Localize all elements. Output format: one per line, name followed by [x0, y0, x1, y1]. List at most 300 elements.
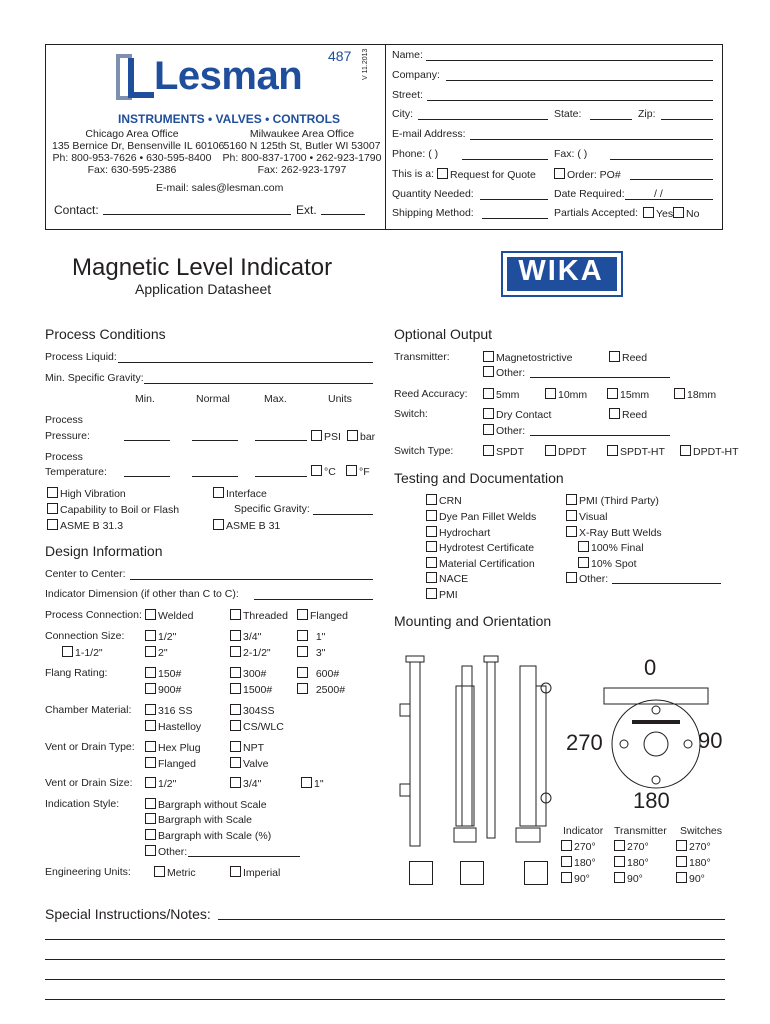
vsize-label: Vent or Drain Size: [45, 777, 133, 789]
office-line: Chicago Area Office [85, 128, 179, 140]
indic-scale[interactable] [145, 813, 252, 826]
zip-field[interactable] [661, 119, 713, 120]
order-label: Order: PO# [567, 169, 621, 181]
option-label: SPDT [496, 446, 525, 458]
special-line-5[interactable] [45, 999, 725, 1000]
indic-other[interactable] [145, 845, 187, 858]
checkbox[interactable] [676, 840, 687, 851]
option-label: Other: [496, 367, 526, 379]
checkbox[interactable] [230, 741, 241, 752]
option-label: Reed [622, 352, 648, 364]
option-label: SPDT-HT [620, 446, 665, 458]
office-line: Fax: 630-595-2386 [87, 164, 177, 176]
deg0-label: 0 [644, 655, 657, 680]
deg180-label: 180 [633, 788, 670, 813]
checkbox[interactable] [578, 541, 589, 552]
checkbox[interactable] [230, 683, 241, 694]
city-field[interactable] [418, 119, 548, 120]
chamber-label: Chamber Material: [45, 704, 132, 716]
checkbox[interactable] [230, 646, 241, 657]
ctc-field[interactable] [130, 579, 373, 580]
bar-option[interactable] [347, 430, 375, 443]
checkbox[interactable] [545, 388, 556, 399]
checkbox[interactable] [145, 667, 156, 678]
degf-option[interactable] [346, 465, 370, 478]
size-half[interactable] [145, 630, 176, 643]
ind-270[interactable] [561, 840, 596, 853]
metric-option[interactable] [154, 866, 196, 879]
test-material[interactable] [426, 557, 535, 570]
size-two-half[interactable] [230, 646, 271, 659]
checkbox[interactable] [230, 609, 241, 620]
acc-5[interactable] [483, 388, 519, 401]
checkbox[interactable] [561, 856, 572, 867]
header-divider [385, 44, 386, 230]
mat-hastelloy[interactable] [145, 720, 201, 733]
temp-max[interactable] [255, 476, 307, 477]
checkbox[interactable] [561, 872, 572, 883]
checkbox[interactable] [230, 630, 241, 641]
checkbox[interactable] [213, 487, 224, 498]
test-crn[interactable] [426, 494, 462, 507]
test-dye[interactable] [426, 510, 536, 523]
option-label: 2500# [315, 684, 346, 696]
checkbox[interactable] [566, 494, 577, 505]
order-checkbox[interactable] [554, 168, 565, 179]
pressure-normal[interactable] [192, 440, 238, 441]
gravity-field[interactable] [144, 383, 373, 384]
checkbox[interactable] [145, 829, 156, 840]
option-label: Bargraph with Scale (%) [158, 830, 272, 842]
no-label: No [686, 208, 700, 220]
fax-label: Fax: ( ) [554, 148, 588, 160]
high-vibration-option[interactable] [47, 487, 126, 500]
office-line: Fax: 262-923-1797 [257, 164, 347, 176]
date-req-label: Date Required: [554, 188, 625, 200]
contact-label: Contact: [54, 203, 99, 217]
date-field[interactable] [625, 199, 713, 200]
type-dpdt[interactable] [545, 445, 587, 458]
test-final[interactable] [578, 541, 644, 554]
pressure-max[interactable] [255, 440, 307, 441]
checkbox[interactable] [426, 572, 437, 583]
option-label: Flanged [310, 610, 348, 622]
qty-label: Quantity Needed: [392, 188, 474, 200]
checkbox[interactable] [297, 683, 308, 694]
state-field[interactable] [590, 119, 632, 120]
option-label: 100% Final [591, 542, 644, 554]
checkbox[interactable] [614, 840, 625, 851]
company-field[interactable] [446, 80, 713, 81]
test-other[interactable] [566, 572, 608, 585]
rating-600[interactable] [297, 667, 339, 680]
sw-type-label: Switch Type: [394, 445, 454, 457]
trans-270[interactable] [614, 840, 649, 853]
indic-scale-pct[interactable] [145, 829, 271, 842]
liquid-field[interactable] [118, 362, 373, 363]
name-field[interactable] [426, 60, 713, 61]
acc-10[interactable] [545, 388, 587, 401]
option-label: 270° [574, 841, 596, 853]
size-two[interactable] [145, 646, 168, 659]
street-label: Street: [392, 89, 423, 101]
option-label: 1-1/2" [75, 647, 103, 659]
indic-other-field[interactable] [188, 856, 300, 857]
checkbox[interactable] [47, 503, 58, 514]
checkbox[interactable] [609, 351, 620, 362]
ctc-label: Center to Center: [45, 568, 126, 580]
degc-option[interactable] [311, 465, 336, 478]
accuracy-label: Reed Accuracy: [394, 388, 468, 400]
deg270-label: 270 [566, 730, 603, 755]
rating-150[interactable] [145, 667, 181, 680]
mount-select-2[interactable] [460, 861, 484, 885]
ind-90[interactable] [561, 872, 590, 885]
checkbox[interactable] [676, 872, 687, 883]
type-dpdt-ht[interactable] [680, 445, 739, 458]
option-label: 180° [574, 857, 596, 869]
option-label: DPDT [558, 446, 587, 458]
mat-304[interactable] [230, 704, 275, 717]
checkbox[interactable] [145, 798, 156, 809]
type-spdt-ht[interactable] [607, 445, 665, 458]
checkbox[interactable] [145, 777, 156, 788]
test-pmi-third[interactable] [566, 494, 659, 507]
checkbox[interactable] [614, 872, 625, 883]
option-label: Other: [496, 425, 526, 437]
checkbox[interactable] [426, 526, 437, 537]
test-other-field[interactable] [612, 583, 721, 584]
checkbox[interactable] [674, 388, 685, 399]
checkbox[interactable] [47, 487, 58, 498]
option-label: 2" [158, 647, 168, 659]
rating-900[interactable] [145, 683, 181, 696]
special-line-1[interactable] [218, 919, 725, 920]
option-label: Threaded [243, 610, 288, 622]
checkbox[interactable] [62, 646, 73, 657]
option-label: Material Certification [439, 558, 535, 570]
vsize-half[interactable] [145, 777, 176, 790]
office-line: Ph: 800-837-1700 • 262-923-1790 [222, 152, 382, 164]
company-label: Company: [392, 69, 440, 81]
bar-checkbox[interactable] [347, 430, 358, 441]
checkbox[interactable] [145, 609, 156, 620]
pressure-label-2: Pressure: [45, 430, 90, 442]
checkbox[interactable] [426, 494, 437, 505]
psi-checkbox[interactable] [311, 430, 322, 441]
size-three[interactable] [297, 646, 325, 659]
email-address-field[interactable] [470, 139, 713, 140]
checkbox[interactable] [607, 388, 618, 399]
checkbox[interactable] [676, 856, 687, 867]
interface-option[interactable] [213, 487, 267, 500]
option-label: Reed [622, 409, 648, 421]
ship-label: Shipping Method: [392, 207, 474, 219]
temp-min[interactable] [124, 476, 170, 477]
checkbox[interactable] [301, 777, 312, 788]
option-label: 180° [689, 857, 711, 869]
rating-300[interactable] [230, 667, 266, 680]
test-xray[interactable] [566, 526, 662, 539]
option-label: 304SS [243, 705, 275, 717]
option-label: 270° [689, 841, 711, 853]
page-title: Magnetic Level Indicator [72, 254, 333, 281]
option-label: NPT [243, 742, 264, 754]
col-normal: Normal [196, 393, 230, 405]
yes-label: Yes [656, 208, 674, 220]
checkbox[interactable] [297, 609, 308, 620]
option-label: Magnetostrictive [496, 352, 573, 364]
checkbox[interactable] [426, 541, 437, 552]
checkbox[interactable] [483, 351, 494, 362]
degc-checkbox[interactable] [311, 465, 322, 476]
option-label: 600# [315, 668, 340, 680]
threaded-option[interactable] [230, 609, 288, 622]
mat-cswlc[interactable] [230, 720, 284, 733]
checkbox[interactable] [545, 445, 556, 456]
option-label: Visual [579, 511, 608, 523]
checkbox[interactable] [578, 557, 589, 568]
size-three-quarter[interactable] [230, 630, 261, 643]
trans-90[interactable] [614, 872, 643, 885]
checkbox[interactable] [145, 704, 156, 715]
checkbox[interactable] [614, 856, 625, 867]
degf-checkbox[interactable] [346, 465, 357, 476]
mount-select-1[interactable] [409, 861, 433, 885]
test-spot[interactable] [578, 557, 637, 570]
option-label: DPDT-HT [693, 446, 739, 458]
option-label: 10% Spot [591, 558, 637, 570]
vsize-three-quarter[interactable] [230, 777, 261, 790]
checkbox[interactable] [607, 445, 618, 456]
option-label: Bargraph with Scale [158, 814, 252, 826]
yes-checkbox[interactable] [643, 207, 654, 218]
checkbox[interactable] [145, 741, 156, 752]
trans-other-field[interactable] [530, 377, 670, 378]
dry-option[interactable] [483, 408, 551, 421]
reed2-option[interactable] [609, 408, 647, 421]
indic-no-scale[interactable] [145, 798, 267, 811]
col-indicator: Indicator [563, 825, 604, 837]
option-label: Interface [226, 488, 267, 500]
sw-90[interactable] [676, 872, 705, 885]
indic-label: Indication Style: [45, 798, 120, 810]
checkbox[interactable] [566, 526, 577, 537]
contact-field[interactable] [103, 214, 291, 215]
partials-yes[interactable] [643, 207, 673, 220]
checkbox[interactable] [609, 408, 620, 419]
checkbox[interactable] [230, 667, 241, 678]
test-hydrotest[interactable] [426, 541, 534, 554]
rating-1500[interactable] [230, 683, 272, 696]
checkbox[interactable] [297, 630, 308, 641]
degc-label: °C [324, 466, 336, 478]
special-line-2[interactable] [45, 939, 725, 940]
street-field[interactable] [427, 100, 713, 101]
option-label: Imperial [243, 867, 281, 879]
option-label: Dry Contact [496, 409, 552, 421]
acc-18[interactable] [674, 388, 716, 401]
test-hydrochart[interactable] [426, 526, 490, 539]
checkbox[interactable] [230, 757, 241, 768]
option-label: CRN [439, 495, 462, 507]
special-line-4[interactable] [45, 979, 725, 980]
checkbox[interactable] [297, 646, 308, 657]
size-one[interactable] [297, 630, 325, 643]
checkbox[interactable] [566, 510, 577, 521]
option-label: 180° [627, 857, 649, 869]
temp-normal[interactable] [192, 476, 238, 477]
checkbox[interactable] [145, 683, 156, 694]
acc-15[interactable] [607, 388, 649, 401]
option-label: 15mm [620, 389, 650, 401]
option-label: PMI [439, 589, 458, 601]
type-spdt[interactable] [483, 445, 524, 458]
vent-npt[interactable] [230, 741, 264, 754]
psi-option[interactable] [311, 430, 341, 443]
checkbox[interactable] [483, 424, 494, 435]
checkbox[interactable] [145, 720, 156, 731]
welded-option[interactable] [145, 609, 193, 622]
imperial-option[interactable] [230, 866, 280, 879]
flang-label: Flang Rating: [45, 667, 108, 679]
pressure-min[interactable] [124, 440, 170, 441]
checkbox[interactable] [230, 720, 241, 731]
option-label: 90° [627, 873, 643, 885]
sw-180[interactable] [676, 856, 711, 869]
checkbox[interactable] [47, 519, 58, 530]
psi-label: PSI [324, 431, 341, 443]
checkbox[interactable] [230, 777, 241, 788]
rating-2500[interactable] [297, 683, 345, 696]
no-checkbox[interactable] [673, 207, 684, 218]
col-units: Units [328, 393, 352, 405]
option-label: Valve [243, 758, 269, 770]
ind-180[interactable] [561, 856, 596, 869]
mount-select-3[interactable] [524, 861, 548, 885]
request-quote-label: Request for Quote [450, 169, 536, 181]
this-is-label: This is a: [392, 168, 435, 180]
checkbox[interactable] [145, 845, 156, 856]
option-label: 316 SS [158, 705, 193, 717]
request-quote-checkbox[interactable] [437, 168, 448, 179]
ext-label: Ext. [296, 203, 317, 217]
optional-heading: Optional Output [394, 326, 493, 342]
option-label: Flanged [158, 758, 196, 770]
ind-dim-field[interactable] [254, 599, 373, 600]
checkbox[interactable] [145, 646, 156, 657]
po-field[interactable] [630, 179, 713, 180]
phone-field[interactable] [462, 159, 548, 160]
option-label: 90° [689, 873, 705, 885]
deg90-label: 90 [698, 728, 723, 753]
special-line-3[interactable] [45, 959, 725, 960]
eng-label: Engineering Units: [45, 866, 131, 878]
checkbox[interactable] [426, 510, 437, 521]
office-line: Milwaukee Area Office [249, 128, 355, 140]
trans-other-option[interactable] [483, 366, 525, 379]
qty-field[interactable] [480, 199, 548, 200]
checkbox[interactable] [680, 445, 691, 456]
liquid-label: Process Liquid: [45, 351, 117, 363]
trans-180[interactable] [614, 856, 649, 869]
checkbox[interactable] [154, 866, 165, 877]
size-label: Connection Size: [45, 630, 125, 642]
sw-270[interactable] [676, 840, 711, 853]
partials-label: Partials Accepted: [554, 207, 639, 219]
phone-label: Phone: ( ) [392, 148, 439, 160]
vsize-one[interactable] [301, 777, 324, 790]
checkbox[interactable] [145, 630, 156, 641]
col-transmitter: Transmitter [614, 825, 667, 837]
test-pmi[interactable] [426, 588, 458, 601]
magneto-option[interactable] [483, 351, 572, 364]
col-switches: Switches [680, 825, 723, 837]
vent-flanged[interactable] [145, 757, 196, 770]
asme313-option[interactable] [47, 519, 123, 532]
option-label: 18mm [687, 389, 717, 401]
switch-other-option[interactable] [483, 424, 525, 437]
flanged-option[interactable] [297, 609, 348, 622]
email-address-label: E-mail Address: [392, 128, 466, 140]
checkbox[interactable] [483, 445, 494, 456]
option-label: 1" [314, 778, 324, 790]
chicago-office [52, 128, 225, 176]
vent-hex[interactable] [145, 741, 201, 754]
order-option[interactable] [554, 168, 621, 181]
option-label: 3" [315, 647, 326, 659]
size-one-half[interactable] [62, 646, 103, 659]
checkbox[interactable] [566, 572, 577, 583]
test-nace[interactable] [426, 572, 468, 585]
fax-field[interactable] [610, 159, 713, 160]
checkbox[interactable] [230, 704, 241, 715]
option-label: 5mm [496, 389, 520, 401]
checkbox[interactable] [297, 667, 308, 678]
state-label: State: [554, 108, 582, 120]
mounting-diagrams [396, 648, 566, 854]
checkbox[interactable] [426, 588, 437, 599]
ship-field[interactable] [482, 218, 548, 219]
option-label: Other: [158, 846, 188, 858]
reed-option[interactable] [609, 351, 647, 364]
checkbox[interactable] [426, 557, 437, 568]
switch-other-field[interactable] [530, 435, 670, 436]
checkbox[interactable] [483, 408, 494, 419]
option-label: PMI (Third Party) [579, 495, 659, 507]
option-label: Hydrotest Certificate [439, 542, 535, 554]
option-label: 150# [158, 668, 182, 680]
checkbox[interactable] [561, 840, 572, 851]
request-quote-option[interactable] [437, 168, 536, 181]
checkbox[interactable] [483, 388, 494, 399]
boil-option[interactable] [47, 503, 179, 516]
special-heading: Special Instructions/Notes: [45, 906, 211, 922]
vent-valve[interactable] [230, 757, 269, 770]
checkbox[interactable] [483, 366, 494, 377]
partials-no[interactable] [673, 207, 699, 220]
ext-field[interactable] [321, 214, 365, 215]
checkbox[interactable] [213, 519, 224, 530]
test-visual[interactable] [566, 510, 607, 523]
asme31-option[interactable] [213, 519, 280, 532]
version-text: V 11.2013 [362, 48, 369, 80]
mat-316[interactable] [145, 704, 192, 717]
checkbox[interactable] [145, 813, 156, 824]
checkbox[interactable] [230, 866, 241, 877]
checkbox[interactable] [145, 757, 156, 768]
spec-grav-field[interactable] [313, 514, 373, 515]
